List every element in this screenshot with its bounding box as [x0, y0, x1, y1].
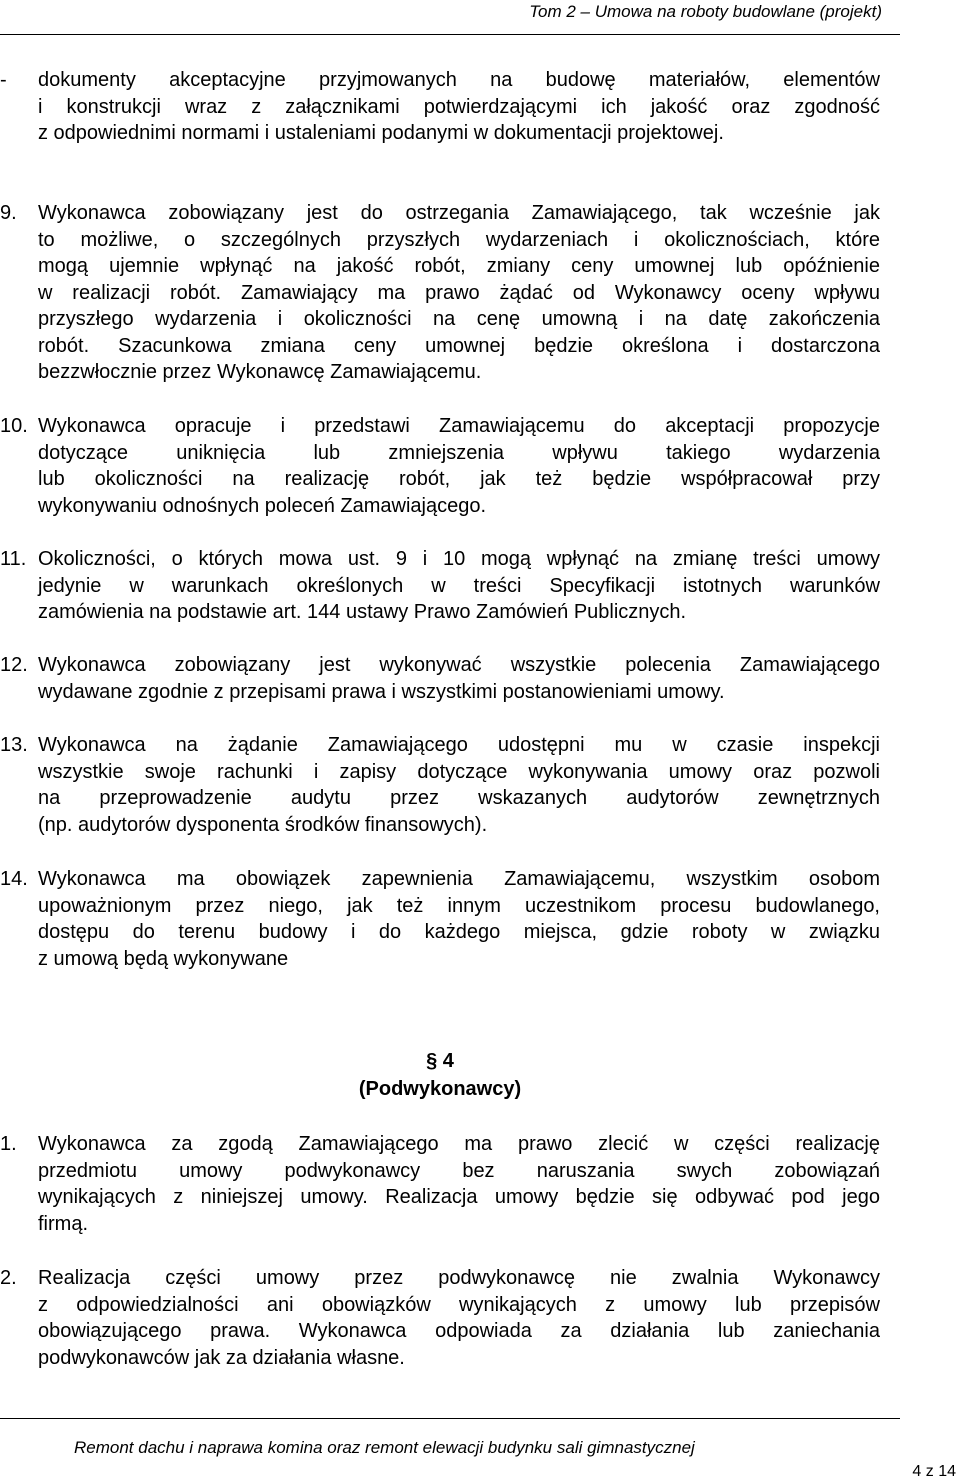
list-item-text-line: dostępu do terenu budowy i do każdego miejsca, gdzie roboty w związku [38, 921, 880, 943]
list-item-number: 1. [0, 1133, 17, 1155]
list-item-text-line: to możliwe, o szczególnych przyszłych wydarzeniach i okolicznościach, które [38, 228, 880, 251]
list-item-text-line: Wykonawca zobowiązany jest wykonywać wszystkie polecenia Zamawiającego [38, 654, 880, 676]
list-item-text-line: Wykonawca za zgodą Zamawiającego ma prawo zlecić w części realizację [38, 1133, 880, 1155]
list-item-text-line: Wykonawca opracuje i przedstawi Zamawiającemu do akceptacji propozycje [38, 415, 880, 437]
list-item [0, 67, 880, 147]
list-item-text-line: przyszłego wydarzenia i okoliczności na cenę umowną i na datę zakończenia [38, 308, 880, 330]
list-item-number: 11. [0, 548, 27, 570]
list-item-number: 13. [0, 734, 28, 756]
list-item [0, 652, 880, 705]
list-item-number: - [0, 69, 7, 91]
list-item-text-line: firmą. [38, 1212, 88, 1235]
list-item-text-line: wykonywaniu odnośnych poleceń Zamawiającego. [38, 494, 487, 517]
list-item [0, 200, 880, 386]
list-item-text-line: Wykonawca ma obowiązek zapewnienia Zamawiającemu, wszystkim osobom [38, 868, 880, 890]
list-item-text-line: z umową będą wykonywane [38, 947, 289, 970]
footer-divider [0, 1418, 900, 1419]
list-item [0, 413, 880, 519]
list-item-text-line: obowiązującego prawa. Wykonawca odpowiada za działania lub zaniechania [38, 1320, 880, 1342]
list-item-text-line: robót. Szacunkowa zmiana ceny umownej będzie określona i dostarczona [38, 334, 880, 357]
list-item-text-line: mogą ujemnie wpłynąć na jakość robót, zmiany ceny umownej lub opóźnienie [38, 255, 880, 277]
list-item-number: 14. [0, 868, 28, 890]
list-item-text-line: i konstrukcji wraz z załącznikami potwierdzającymi ich jakość oraz zgodność [38, 95, 880, 118]
list-item-text-line: Okoliczności, o których mowa ust. 9 i 10 mogą wpłynąć na zmianę treści umowy [38, 548, 880, 570]
section-title: (Podwykonawcy) [358, 1078, 522, 1100]
list-item-text-line: w realizacji robót. Zamawiający ma prawo żądać od Wykonawcy oceny wpływu [38, 281, 880, 304]
list-item-text-line: przedmiotu umowy podwykonawcy bez naruszania swych zobowiązań [38, 1159, 880, 1182]
list-item-text-line: bezzwłocznie przez Wykonawcę Zamawiającemu. [38, 361, 482, 383]
list-item-text-line: upoważnionym przez niego, jak też innym uczestnikom procesu budowlanego, [38, 894, 880, 917]
list-item-text-line: wynikających z niniejszej umowy. Realizacja umowy będzie się odbywać pod jego [38, 1186, 880, 1208]
list-item-number: 9. [0, 202, 17, 224]
page-number: 4 z 14 [912, 1463, 956, 1480]
list-item-text-line: z odpowiednimi normami i ustaleniami podanymi w dokumentacji projektowej. [38, 122, 724, 144]
list-item-text-line: Wykonawca na żądanie Zamawiającego udostępni mu w czasie inspekcji [38, 734, 880, 756]
list-item [0, 732, 880, 838]
list-item-text-line: wszystkie swoje rachunki i zapisy dotyczące wykonywania umowy oraz pozwoli [38, 760, 880, 783]
list-item-text-line: z odpowiedzialności ani obowiązków wynikających z umowy lub przepisów [38, 1293, 880, 1316]
list-item-text-line: lub okoliczności na realizację robót, jak też będzie współpracował przy [38, 468, 880, 490]
list-item-number: 10. [0, 415, 28, 437]
section-heading: § 4 [426, 1050, 454, 1072]
list-item-text-line: dotyczące uniknięcia lub zmniejszenia wpływu takiego wydarzenia [38, 441, 880, 464]
list-item [0, 1265, 880, 1371]
list-item-number: 2. [0, 1267, 17, 1289]
header-divider [0, 34, 900, 35]
list-item-text-line: jedynie w warunkach określonych w treści Specyfikacji istotnych warunków [38, 574, 880, 597]
list-item-number: 12. [0, 654, 28, 676]
list-item-text-line: dokumenty akceptacyjne przyjmowanych na budowę materiałów, elementów [38, 69, 880, 91]
list-item-text-line: Wykonawca zobowiązany jest do ostrzegania Zamawiającego, tak wcześnie jak [38, 202, 880, 224]
list-item [0, 866, 880, 972]
list-item-text-line: zamówienia na podstawie art. 144 ustawy Prawo Zamówień Publicznych. [38, 601, 687, 623]
list-item-text-line: (np. audytorów dysponenta środków finansowych). [38, 813, 488, 836]
list-item [0, 546, 880, 626]
page-header-title: Tom 2 – Umowa na roboty budowlane (projekt) [529, 2, 882, 21]
list-item-text-line: podwykonawców jak za działania własne. [38, 1346, 405, 1369]
list-item-text-line: na przeprowadzenie audytu przez wskazanych audytorów zewnętrznych [38, 787, 880, 809]
footer-text: Remont dachu i naprawa komina oraz remont elewacji budynku sali gimnastycznej [74, 1438, 695, 1457]
list-item-text-line: Realizacja części umowy przez podwykonawcę nie zwalnia Wykonawcy [38, 1267, 880, 1289]
list-item [0, 1131, 880, 1237]
list-item-text-line: wydawane zgodnie z przepisami prawa i wszystkimi postanowieniami umowy. [38, 680, 725, 703]
